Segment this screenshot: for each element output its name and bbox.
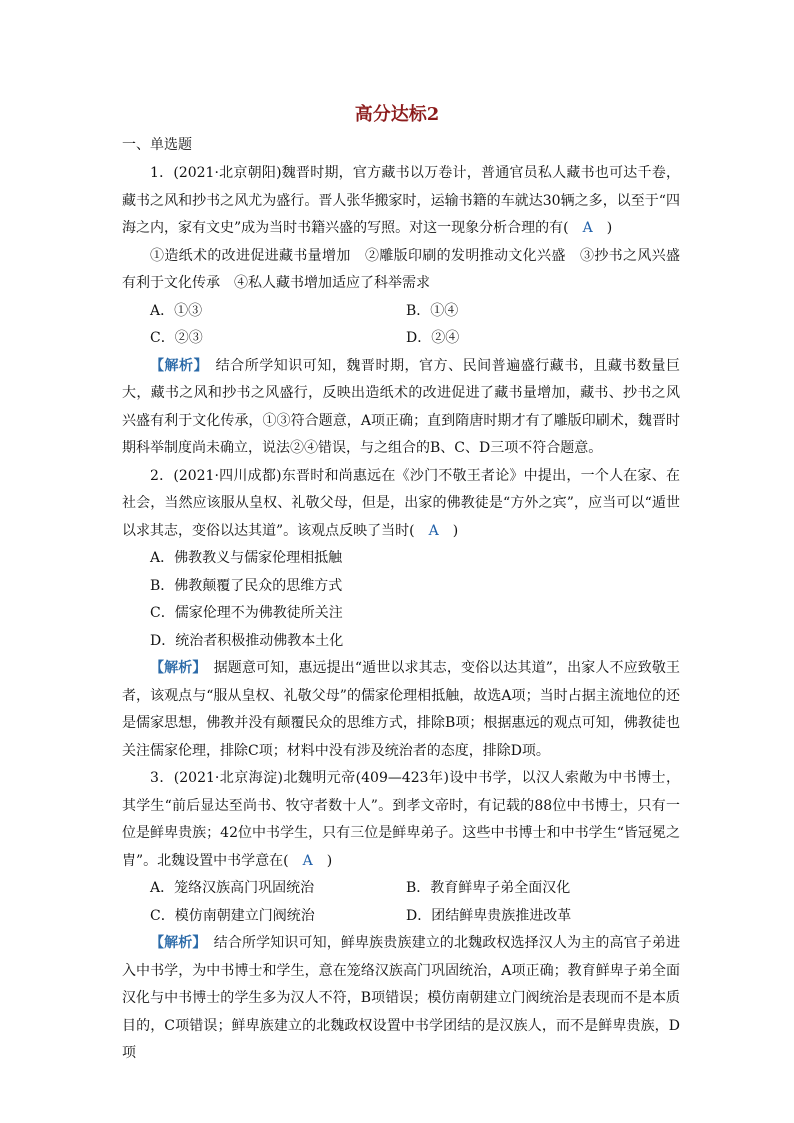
option-d: D．②④ <box>406 330 460 346</box>
option-b: B．佛教颠覆了民众的思维方式 <box>150 577 343 594</box>
option-a: A．①③ <box>150 302 203 319</box>
analysis-label: 【解析】 <box>150 935 200 951</box>
question-3-analysis: 【解析】 结合所学知识可知，鲜卑族贵族建立的北魏政权选择汉人为主的高官子弟进入中书学，为中书博士和学生，意在笼络汉族高门巩固统治，A项正确；教育鲜卑子弟全面汉化与中书博士的学生多为汉人不符，B项错误；模仿南朝建立门阀统治是表现而不是本质目的，C项错误；鲜卑族建立的北魏政权设置中书学团结的是汉族人，而不是鲜卑贵族，D项 <box>122 935 681 1061</box>
option-d: D．统治者积极推动佛教本土化 <box>150 632 344 649</box>
option-b: B．①④ <box>406 302 459 319</box>
analysis-label: 【解析】 <box>150 357 202 374</box>
option-c: C．②③ <box>150 330 203 346</box>
question-3-answer: A <box>302 852 313 869</box>
option-c: C．儒家伦理不为佛教徒所关注 <box>150 605 343 621</box>
page-title: 高分达标2 <box>354 104 440 125</box>
question-2-analysis: 【解析】 据题意可知，惠远提出“遁世以求其志，变俗以达其道”，出家人不应致敬王者，该观点与“服从皇权、礼敬父母”的儒家伦理相抵触，故选A项；当时占据主流地位的还是儒家思想，佛教并没有颠覆民众的思维方式，排除B项；根据惠远的观点可知，佛教徒也关注儒家伦理，排除C项；材料中没有涉及统治者的态度，排除D项。 <box>122 660 681 759</box>
option-a: A．笼络汉族高门巩固统治 <box>150 880 315 896</box>
section-heading: 一、单选题 <box>122 137 192 153</box>
analysis-label: 【解析】 <box>150 660 200 676</box>
option-c: C．模仿南朝建立门阀统治 <box>150 907 315 924</box>
question-3-options-row-1 <box>150 875 680 903</box>
question-2-stem: 2．(2021·四川成都)东晋时和尚惠远在《沙门不敬王者论》中提出，一个人在家、在社会，当然应该服从皇权、礼敬父母，但是，出家的佛教徒是“方外之宾”，应当可以“遁世以求其志，变俗以达其道”。该观点反映了当时( A ) <box>122 467 680 539</box>
option-a: A．佛教教义与儒家伦理相抵触 <box>150 550 343 566</box>
question-list <box>122 160 680 1068</box>
question-1-options-row-2 <box>150 325 680 353</box>
question-1-analysis: 【解析】 结合所学知识可知，魏晋时期，官方、民间普遍盛行藏书，且藏书数量巨大，藏书之风和抄书之风盛行，反映出造纸术的改进促进了藏书量增加，藏书、抄书之风兴盛有利于文化传承，①③符合题意，A项正确；直到隋唐时期才有了雕版印刷术，魏晋时期科举制度尚未确立，说法②④错误，与之组合的B、C、D三项不符合题意。 <box>122 357 681 456</box>
option-b: B．教育鲜卑子弟全面汉化 <box>406 880 571 896</box>
question-3-options-row-2 <box>150 903 680 931</box>
question-1-options-row-1 <box>150 298 680 326</box>
question-1-stem: 1．(2021·北京朝阳)魏晋时期，官方藏书以万卷计，普通官员私人藏书也可达千卷，藏书之风和抄书之风尤为盛行。晋人张华搬家时，运输书籍的车就达30辆之多，以至于“四海之内，家有文史”成为当时书籍兴盛的写照。对这一现象分析合理的有( A ) <box>122 165 680 236</box>
question-1-statements: ①造纸术的改进促进藏书量增加 ②雕版印刷的发明推动文化兴盛 ③抄书之风兴盛有利于文化传承 ④私人藏书增加适应了科举需求 <box>122 247 680 291</box>
question-2-answer: A <box>428 522 439 539</box>
question-3-stem: 3．(2021·北京海淀)北魏明元帝(409—423年)设中书学，以汉人索敞为中书博士，其学生“前后显达至尚书、牧守者数十人”。到孝文帝时，有记载的88位中书博士，只有一位是鲜卑贵族；42位中书学生，只有三位是鲜卑弟子。这些中书博士和中书学生“皆冠冕之胄”。北魏设置中书学意在( A ) <box>122 770 680 869</box>
question-1-answer: A <box>582 220 593 236</box>
option-d: D．团结鲜卑贵族推进改革 <box>406 907 572 924</box>
